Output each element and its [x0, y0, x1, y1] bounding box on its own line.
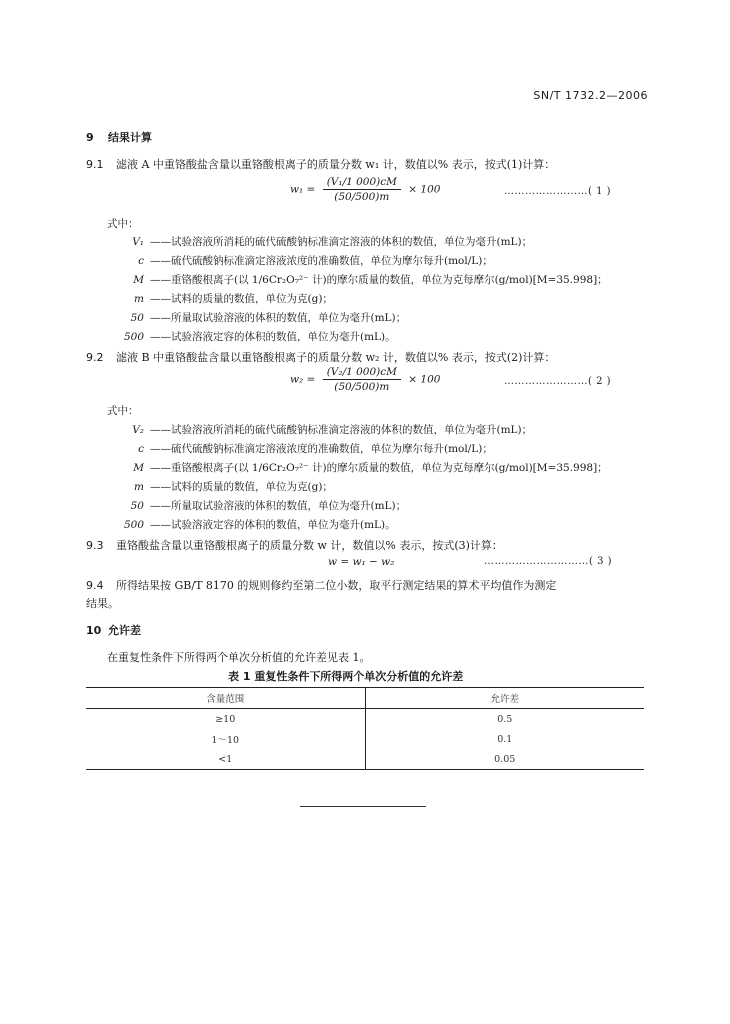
- section-10-heading: [86, 622, 141, 638]
- definition-symbol: M: [133, 462, 144, 474]
- clause-9-1: [86, 156, 555, 172]
- end-of-document-rule: [300, 806, 426, 807]
- where-label: 式中：: [107, 218, 139, 230]
- formula-fraction: [323, 176, 401, 203]
- section-title: 结果计算: [108, 131, 152, 144]
- equation-number-2: ……………………( 2 ): [504, 376, 612, 387]
- definition-row: [104, 460, 608, 475]
- clause-9-4-continuation: 结果。: [86, 597, 119, 610]
- definition-row: [104, 291, 333, 306]
- definition-row: [104, 498, 406, 513]
- definition-text: ——重铬酸根离子(以 1/6Cr₂O₇²⁻ 计)的摩尔质量的数值，单位为克每摩尔(g/mol)[M=35.998]；: [150, 274, 608, 286]
- definition-row: [104, 441, 493, 456]
- definition-text: ——硫代硫酸钠标准滴定溶液浓度的准确数值，单位为摩尔每升(mol/L)；: [150, 255, 493, 267]
- definition-text: ——试验溶液所消耗的硫代硫酸钠标准滴定溶液的体积的数值，单位为毫升(mL)；: [150, 236, 533, 248]
- definition-symbol: c: [138, 255, 144, 267]
- table-caption: 表 1 重复性条件下所得两个单次分析值的允许差: [228, 670, 464, 683]
- table-header-cell: 含量范围: [86, 688, 365, 709]
- formula-2: [290, 366, 440, 393]
- table-header-cell: 允许差: [365, 688, 644, 709]
- where-label: 式中：: [107, 405, 139, 417]
- definition-row: [104, 272, 608, 287]
- formula-tail: × 100: [408, 183, 441, 196]
- formula-1: [290, 176, 440, 203]
- definition-symbol: 50: [130, 312, 144, 324]
- table-cell: 0.05: [494, 753, 516, 765]
- table-row: [86, 709, 644, 730]
- definition-text: ——试料的质量的数值，单位为克(g)；: [150, 293, 333, 305]
- definition-text: ——重铬酸根离子(以 1/6Cr₂O₇²⁻ 计)的摩尔质量的数值，单位为克每摩尔(g/mol)[M=35.998]；: [150, 462, 608, 474]
- definition-row: [104, 422, 532, 437]
- section-number: 10: [86, 624, 102, 637]
- formula-numerator: (V₂/1 000)cM: [323, 366, 401, 380]
- definition-symbol: 50: [130, 500, 144, 512]
- definition-text: ——试验溶液定容的体积的数值，单位为毫升(mL)。: [150, 331, 396, 343]
- equation-number-3: …………………………( 3 ): [484, 556, 613, 567]
- clause-number: 9.1: [86, 158, 104, 171]
- definition-symbol: m: [134, 481, 144, 493]
- clause-number: 9.2: [86, 351, 104, 364]
- definition-text: ——试料的质量的数值，单位为克(g)；: [150, 481, 333, 493]
- clause-number: 9.4: [86, 579, 104, 592]
- definition-text: ——所量取试验溶液的体积的数值，单位为毫升(mL)；: [150, 312, 407, 324]
- definition-row: [104, 517, 396, 532]
- clause-text: 所得结果按 GB/T 8170 的规则修约至第二位小数，取平行测定结果的算术平均值作为测定: [116, 579, 557, 592]
- definition-text: ——试验溶液所消耗的硫代硫酸钠标准滴定溶液的体积的数值，单位为毫升(mL)；: [150, 424, 533, 436]
- definition-symbol: V₁: [132, 236, 144, 248]
- definition-symbol: c: [138, 443, 144, 455]
- formula-denominator: (50/500)m: [334, 191, 390, 203]
- definition-symbol: 500: [123, 519, 144, 531]
- formula-lhs: w₁ =: [290, 183, 316, 196]
- definition-symbol: m: [134, 293, 144, 305]
- formula-fraction: [323, 366, 401, 393]
- table-cell: 0.5: [497, 713, 513, 725]
- table-header-row: [86, 688, 644, 709]
- clause-9-3: [86, 537, 503, 553]
- table-row: [86, 729, 644, 749]
- definition-text: ——硫代硫酸钠标准滴定溶液浓度的准确数值，单位为摩尔每升(mol/L)；: [150, 443, 493, 455]
- formula-lhs: w₂ =: [290, 373, 316, 386]
- definition-row: [104, 479, 333, 494]
- definition-text: ——试验溶液定容的体积的数值，单位为毫升(mL)。: [150, 519, 396, 531]
- table-row: [86, 749, 644, 770]
- section-number: 9: [86, 131, 94, 144]
- formula-3: w = w₁ − w₂: [328, 556, 395, 568]
- section-10-text: 在重复性条件下所得两个单次分析值的允许差见表 1。: [107, 651, 371, 664]
- clause-9-2: [86, 349, 555, 365]
- definition-row: [104, 329, 396, 344]
- clause-9-4: [86, 577, 556, 593]
- tolerance-table: [86, 687, 644, 770]
- definition-row: [104, 253, 493, 268]
- table-cell: 0.1: [497, 733, 513, 745]
- definition-symbol: 500: [123, 331, 144, 343]
- clause-text: 滤液 A 中重铬酸盐含量以重铬酸根离子的质量分数 w₁ 计，数值以% 表示，按式(1)计算：: [116, 158, 556, 171]
- clause-text: 滤液 B 中重铬酸盐含量以重铬酸根离子的质量分数 w₂ 计，数值以% 表示，按式(2)计算：: [116, 351, 556, 364]
- equation-number-1: ……………………( 1 ): [504, 186, 612, 197]
- table-cell: 1～10: [86, 729, 365, 749]
- table-cell: ≥10: [86, 709, 365, 730]
- clause-text: 重铬酸盐含量以重铬酸根离子的质量分数 w 计，数值以% 表示，按式(3)计算：: [116, 539, 503, 552]
- clause-number: 9.3: [86, 539, 104, 552]
- definition-symbol: V₂: [132, 424, 144, 436]
- standard-number: SN/T 1732.2—2006: [533, 89, 648, 102]
- table-cell: <1: [86, 749, 365, 770]
- formula-tail: × 100: [408, 373, 441, 386]
- definition-symbol: M: [133, 274, 144, 286]
- section-title: 允许差: [108, 624, 141, 637]
- definition-row: [104, 234, 532, 249]
- section-9-heading: [86, 129, 152, 145]
- formula-denominator: (50/500)m: [334, 381, 390, 393]
- definition-row: [104, 310, 406, 325]
- definition-text: ——所量取试验溶液的体积的数值，单位为毫升(mL)；: [150, 500, 407, 512]
- formula-numerator: (V₁/1 000)cM: [323, 176, 401, 190]
